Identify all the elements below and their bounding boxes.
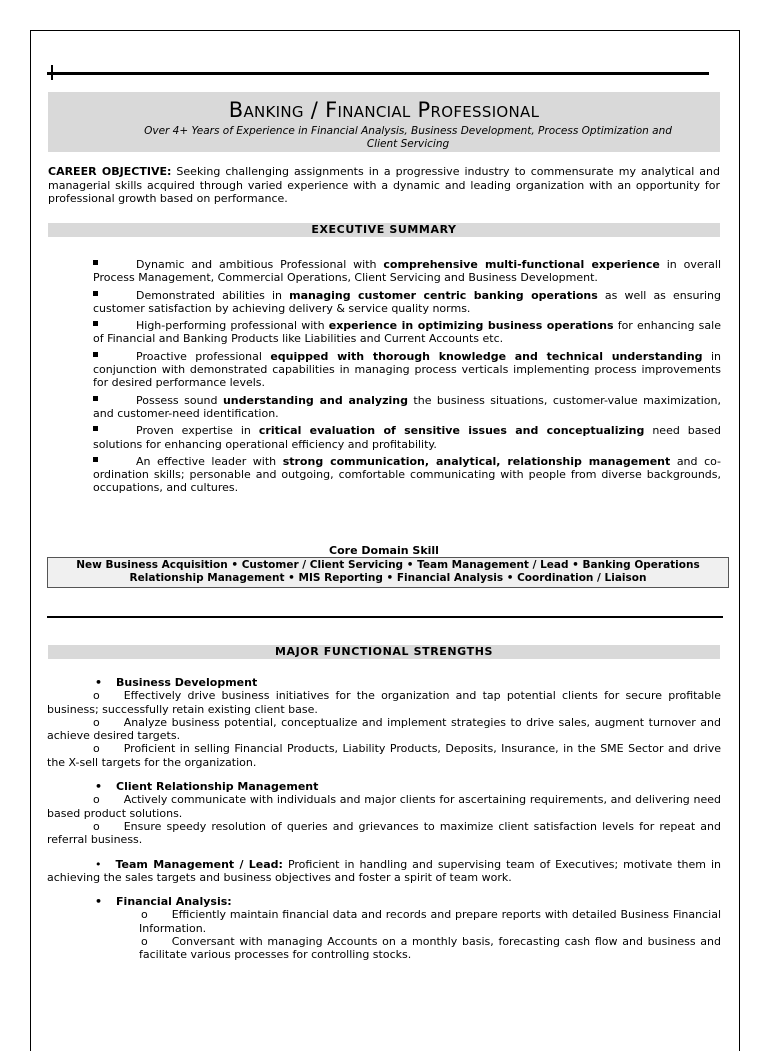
resume-subtitle: Over 4+ Years of Experience in Financial Analysis, Business Development, Process Optimization and Client Servicing bbox=[144, 125, 672, 150]
list-item: o Efficiently maintain financial data and records and prepare reports with detailed Business Financial Information. bbox=[139, 908, 721, 935]
title-banner bbox=[48, 92, 720, 152]
section-title: Client Relationship Management bbox=[116, 780, 319, 794]
list-item: o Conversant with managing Accounts on a monthly basis, forecasting cash flow and business and facilitate various processes for controlling stocks. bbox=[139, 935, 721, 962]
bullet-icon: • bbox=[95, 895, 103, 909]
list-item: Dynamic and ambitious Professional with comprehensive multi-functional experience in overall Process Management, Commercial Operations, Client Servicing and Business Development. bbox=[93, 258, 722, 285]
top-rule-tick bbox=[51, 65, 53, 80]
circle-bullet-icon: o bbox=[93, 819, 100, 833]
bullet-icon: • bbox=[95, 676, 103, 689]
circle-bullet-icon: o bbox=[141, 935, 148, 949]
list-item: Proactive professional equipped with thorough knowledge and technical understanding in conjunction with demonstrated capabilities in managing process verticals implementing process improvements for desired performance levels. bbox=[93, 349, 721, 390]
objective-text: Seeking challenging assignments in a progressive industry to commensurate my analytical and managerial skills acquired through varied experience with a dynamic and leading organization with an opportunity for professional growth based on performance. bbox=[48, 165, 720, 205]
list-item: Demonstrated abilities in managing customer centric banking operations as well as ensuring customer satisfaction by achieving delivery & service quality norms. bbox=[93, 288, 721, 315]
section-title: Business Development bbox=[116, 676, 258, 689]
objective-label: CAREER OBJECTIVE: bbox=[48, 165, 172, 178]
list-item: o Actively communicate with individuals and major clients for ascertaining requirements, and delivering need based product solutions. bbox=[47, 793, 721, 820]
circle-bullet-icon: o bbox=[93, 742, 100, 756]
section-title: Financial Analysis: bbox=[116, 895, 232, 909]
square-bullet-icon bbox=[93, 426, 98, 431]
section-title: Team Management / Lead: bbox=[115, 857, 283, 871]
square-bullet-icon bbox=[93, 352, 98, 357]
top-rule bbox=[47, 72, 709, 75]
square-bullet-icon bbox=[93, 291, 98, 296]
list-item: Possess sound understanding and analyzing the business situations, customer-value maximization, and customer-need identification. bbox=[93, 393, 721, 420]
square-bullet-icon bbox=[93, 457, 98, 462]
team-management-section: • Team Management / Lead: Proficient in handling and supervising team of Executives; motivate them in achieving the sales targets and business objectives and foster a spirit of team work. bbox=[47, 857, 722, 884]
business-development-section bbox=[47, 676, 721, 769]
core-domain-title: Core Domain Skill bbox=[329, 544, 439, 557]
list-item: o Ensure speedy resolution of queries and grievances to maximize client satisfaction levels for repeat and referral business. bbox=[47, 819, 721, 847]
list-item: o Effectively drive business initiatives for the organization and tap potential clients for secure profitable business; successfully retain existing client base. bbox=[47, 689, 721, 716]
circle-bullet-icon: o bbox=[93, 689, 100, 703]
list-item: High-performing professional with experience in optimizing business operations for enhancing sale of Financial and Banking Products like Liabilities and Current Accounts etc. bbox=[93, 319, 721, 346]
client-relationship-section bbox=[47, 780, 721, 847]
circle-bullet-icon: o bbox=[93, 715, 100, 729]
career-objective bbox=[48, 165, 720, 206]
list-item: Proven expertise in critical evaluation of sensitive issues and conceptualizing need based solutions for enhancing operational efficiency and profitability. bbox=[93, 424, 721, 451]
circle-bullet-icon: o bbox=[93, 793, 100, 807]
section-divider bbox=[47, 616, 723, 618]
functional-strengths bbox=[47, 676, 722, 973]
circle-bullet-icon: o bbox=[141, 908, 148, 922]
list-item: An effective leader with strong communication, analytical, relationship management and co-ordination skills; personable and outgoing, comfortable communicating with people from diverse backgrounds, occupations, and cultures. bbox=[93, 454, 722, 495]
list-item: o Proficient in selling Financial Products, Liability Products, Deposits, Insurance, in the SME Sector and drive the X-sell targets for the organization. bbox=[47, 742, 721, 769]
financial-analysis-section bbox=[93, 895, 721, 961]
functional-strengths-heading: MAJOR FUNCTIONAL STRENGTHS bbox=[48, 645, 720, 659]
resume-title: Banking / Financial Professional bbox=[228, 98, 540, 122]
executive-summary-list bbox=[93, 258, 721, 499]
square-bullet-icon bbox=[93, 396, 98, 401]
square-bullet-icon bbox=[93, 260, 98, 265]
core-domain-box bbox=[47, 557, 729, 588]
executive-summary-heading: EXECUTIVE SUMMARY bbox=[48, 223, 720, 237]
list-item: o Analyze business potential, conceptualize and implement strategies to drive sales, augment turnover and achieve desired targets. bbox=[47, 715, 721, 743]
bullet-icon: • bbox=[95, 857, 102, 871]
core-skills-line-2: Relationship Management • MIS Reporting • Financial Analysis • Coordination / Liaison bbox=[129, 572, 647, 584]
bullet-icon: • bbox=[95, 780, 103, 794]
square-bullet-icon bbox=[93, 321, 98, 326]
core-skills-line-1: New Business Acquisition • Customer / Client Servicing • Team Management / Lead • Banking Operations bbox=[76, 559, 700, 571]
